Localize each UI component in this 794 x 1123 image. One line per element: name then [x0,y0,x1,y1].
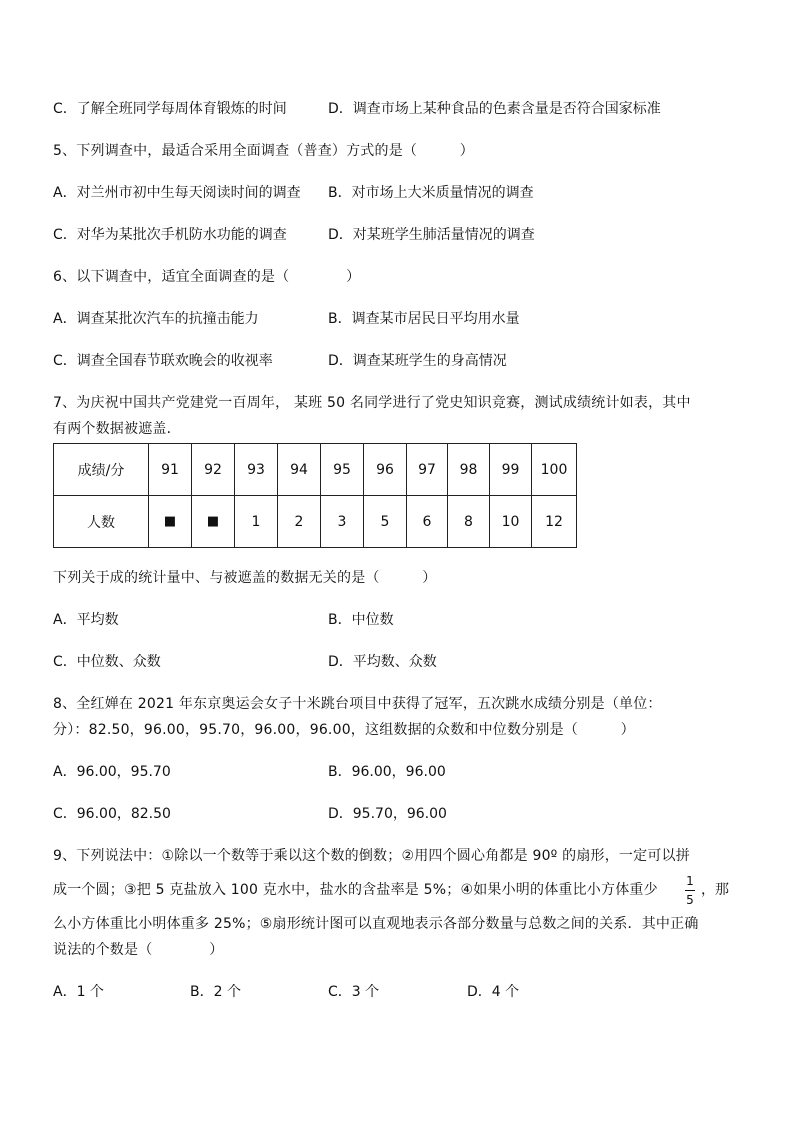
q9-stem-line2: 成一个圆；③把 5 克盐放入 100 克水中，盐水的含盐率是 5%；④如果小明的体重比小方体重少 [53,882,658,898]
q9-option-c: C．3 个 [328,984,380,1000]
q7-option-b: B．中位数 [328,612,394,628]
q5-option-a: A．对兰州市初中生每天阅读时间的调查 [53,185,301,201]
score-cell: 95 [321,444,364,496]
q6-option-b: B．调查某市居民日平均用水量 [328,311,520,327]
q7-stem-line1: 7、为庆祝中国共产党建党一百周年， 某班 50 名同学进行了党史知识竞赛，测试成绩统计如表，其中 [53,395,691,411]
score-table [53,443,577,548]
count-cell: 12 [532,496,577,548]
count-cell-hidden: ■ [192,496,235,548]
count-row-header: 人数 [54,496,149,548]
score-cell: 93 [235,444,278,496]
score-cell: 94 [278,444,321,496]
q4-option-c: C．了解全班同学每周体育锻炼的时间 [53,101,287,117]
q7-stem-line2: 有两个数据被遮盖． [53,421,181,437]
q8-stem-line2: 分）：82.50，96.00，95.70，96.00，96.00，这组数据的众数和中位数分别是（ ） [53,722,635,738]
score-cell: 98 [448,444,490,496]
count-cell: 3 [321,496,364,548]
q7-question: 下列关于成的统计量中、与被遮盖的数据无关的是（ ） [53,570,437,586]
q7-option-c: C．中位数、众数 [53,654,161,670]
q9-option-b: B．2 个 [190,984,241,1000]
fraction-one-fifth [685,874,695,907]
q9-option-d: D．4 个 [467,984,520,1000]
q5-stem: 5、下列调查中，最适合采用全面调查（普查）方式的是（ ） [53,143,474,159]
fraction-denominator: 5 [686,893,694,907]
score-cell: 99 [490,444,532,496]
count-row [54,496,577,548]
count-cell-hidden: ■ [149,496,192,548]
count-cell: 6 [407,496,448,548]
q6-stem: 6、以下调查中，适宜全面调查的是（ ） [53,269,361,285]
q7-option-d: D．平均数、众数 [328,654,437,670]
score-cell: 97 [407,444,448,496]
q6-option-c: C．调查全国春节联欢晚会的收视率 [53,353,273,369]
q9-stem-line3: 么小方体重比小明体重多 25%；⑤扇形统计图可以直观地表示各部分数量与总数之间的关系．其中正确 [53,916,699,932]
q5-option-b: B．对市场上大米质量情况的调查 [328,185,534,201]
q5-option-d: D．对某班学生肺活量情况的调查 [328,227,535,243]
q4-option-d: D．调查市场上某种食品的色素含量是否符合国家标准 [328,101,661,117]
q7-option-a: A．平均数 [53,612,119,628]
q8-option-d: D．95.70，96.00 [328,806,447,822]
score-cell: 96 [364,444,407,496]
fraction-numerator: 1 [686,874,694,888]
count-cell: 1 [235,496,278,548]
score-cell: 91 [149,444,192,496]
q8-option-c: C．96.00，82.50 [53,806,171,822]
q9-option-a: A．1 个 [53,984,104,1000]
q6-option-d: D．调查某班学生的身高情况 [328,353,507,369]
count-cell: 2 [278,496,321,548]
q8-option-a: A．96.00，95.70 [53,764,171,780]
q5-option-c: C．对华为某批次手机防水功能的调查 [53,227,287,243]
score-cell: 92 [192,444,235,496]
fraction-bar [685,890,695,891]
q6-option-a: A．调查某批次汽车的抗撞击能力 [53,311,259,327]
q9-stem-line4: 说法的个数是（ ） [53,942,224,958]
q8-option-b: B．96.00，96.00 [328,764,446,780]
score-cell: 100 [532,444,577,496]
count-cell: 8 [448,496,490,548]
count-cell: 5 [364,496,407,548]
count-cell: 10 [490,496,532,548]
score-row [54,444,577,496]
q9-stem-line1: 9、下列说法中：①除以一个数等于乘以这个数的倒数；②用四个圆心角都是 90º 的扇形，一定可以拼 [53,848,690,864]
score-row-header: 成绩/分 [54,444,149,496]
q8-stem-line1: 8、全红婵在 2021 年东京奥运会女子十米跳台项目中获得了冠军，五次跳水成绩分别是（单位： [53,696,662,712]
q9-stem-line2-tail: ，那 [701,882,729,898]
